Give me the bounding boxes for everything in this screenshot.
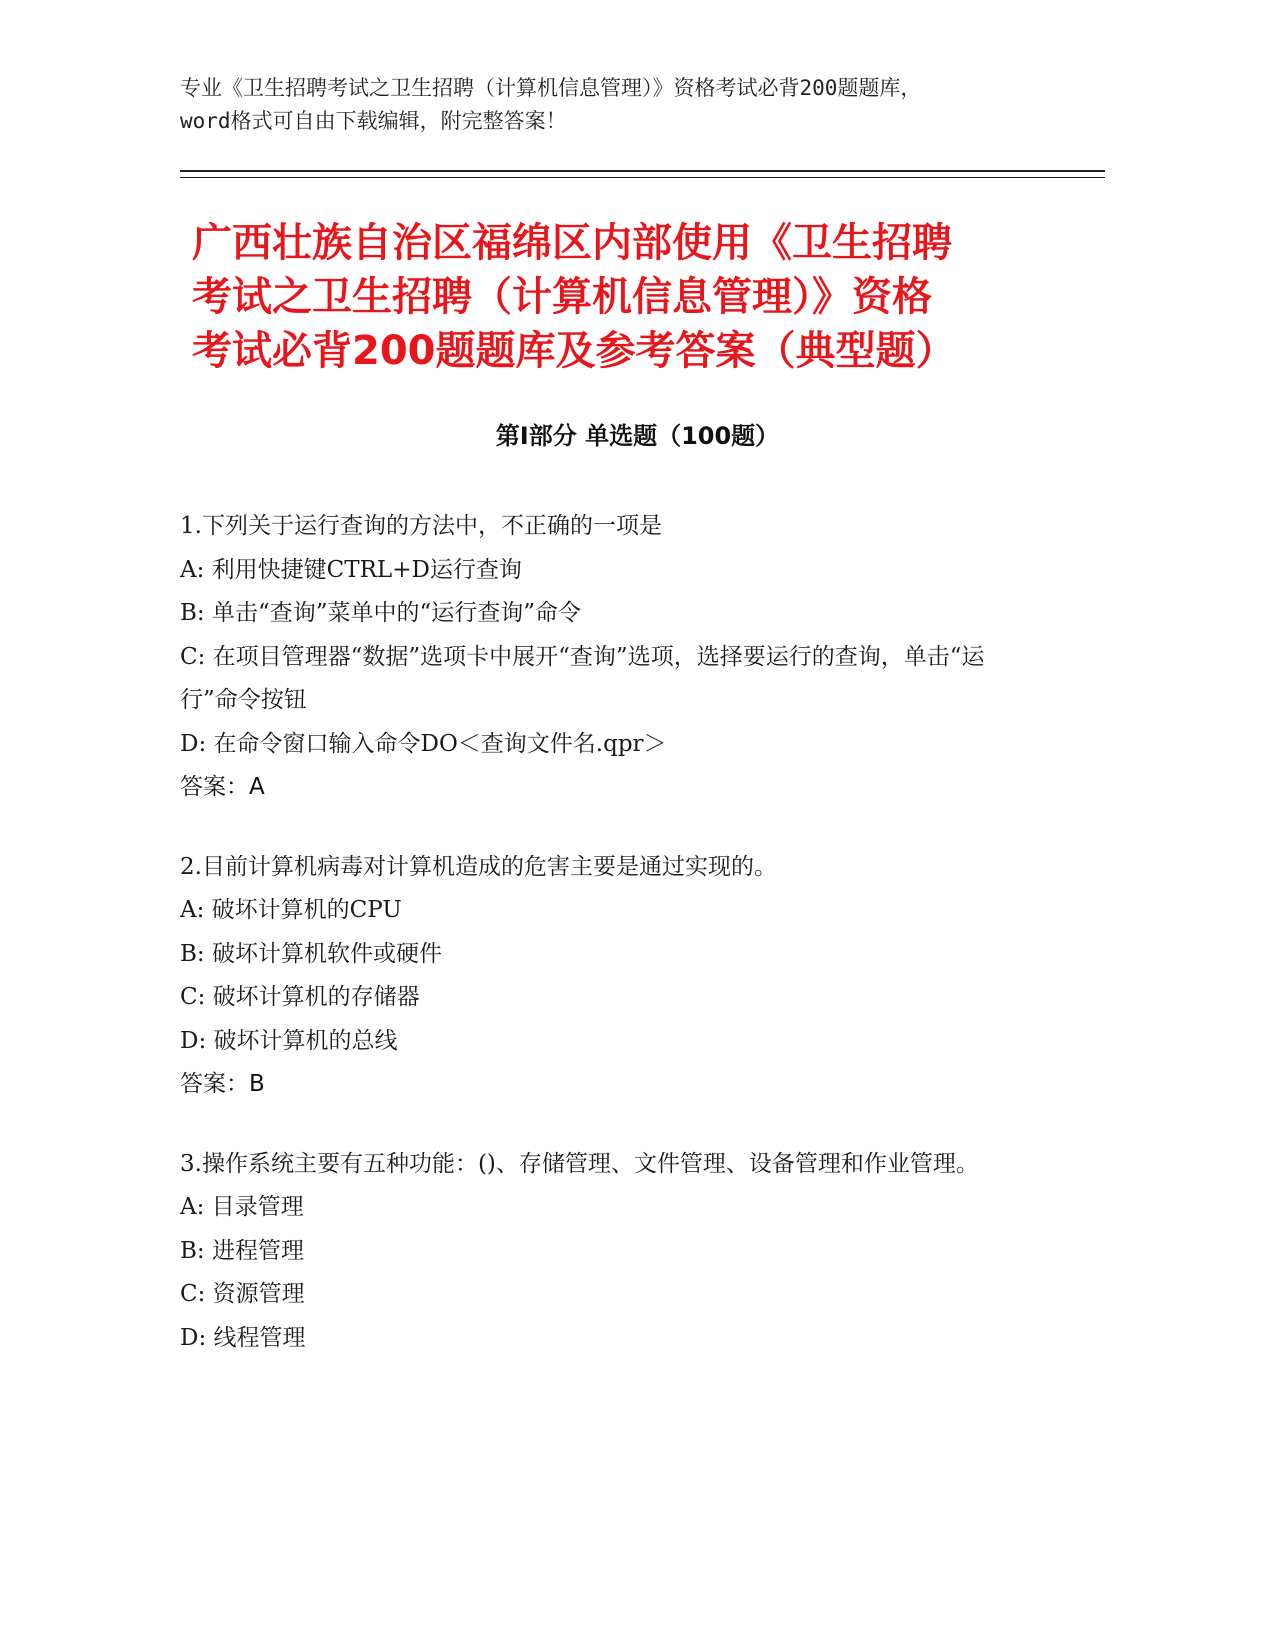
title-line-3: 考试必背200题题库及参考答案（典型题） bbox=[192, 328, 956, 374]
header-rule-thin bbox=[180, 177, 1105, 178]
question-stem: 1.下列关于运行查询的方法中，不正确的一项是 bbox=[180, 513, 662, 539]
intro-line-1: 专业《卫生招聘考试之卫生招聘（计算机信息管理）》资格考试必背200题题库， bbox=[180, 76, 922, 100]
option-c: C: 在项目管理器“数据”选项卡中展开“查询”选项，选择要运行的查询，单击“运行”命令按钮 bbox=[180, 643, 985, 713]
question-stem: 2.目前计算机病毒对计算机造成的危害主要是通过实现的。 bbox=[180, 853, 777, 880]
intro-line-2: word格式可自由下载编辑，附完整答案！ bbox=[180, 109, 567, 133]
option-a: A: 目录管理 bbox=[180, 1194, 304, 1220]
header-rule-thick bbox=[180, 170, 1105, 172]
question-3 bbox=[180, 1143, 1030, 1361]
option-d: D: 线程管理 bbox=[180, 1324, 306, 1351]
title-line-1: 广西壮族自治区福绵区内部使用《卫生招聘 bbox=[192, 220, 952, 266]
question-list bbox=[180, 505, 1030, 1396]
answer: 答案：B bbox=[180, 1071, 265, 1097]
option-a: A: 破坏计算机的CPU bbox=[180, 897, 402, 923]
option-b: B: 进程管理 bbox=[180, 1237, 304, 1264]
option-a: A: 利用快捷键CTRL+D运行查询 bbox=[180, 556, 522, 583]
question-1 bbox=[180, 505, 1030, 810]
answer: 答案：A bbox=[180, 774, 265, 800]
option-b: B: 单击“查询”菜单中的“运行查询”命令 bbox=[180, 600, 581, 626]
question-2 bbox=[180, 846, 1030, 1107]
document-intro bbox=[180, 72, 1060, 138]
option-d: D: 在命令窗口输入命令DO＜查询文件名.qpr＞ bbox=[180, 730, 667, 757]
option-b: B: 破坏计算机软件或硬件 bbox=[180, 940, 442, 967]
question-stem: 3.操作系统主要有五种功能：()、存储管理、文件管理、设备管理和作业管理。 bbox=[180, 1150, 979, 1177]
title-line-2: 考试之卫生招聘（计算机信息管理）》资格 bbox=[192, 274, 932, 320]
section-title: 第Ⅰ部分 单选题（100题） bbox=[495, 422, 780, 450]
document-title bbox=[192, 216, 1052, 378]
option-c: C: 破坏计算机的存储器 bbox=[180, 984, 420, 1010]
option-c: C: 资源管理 bbox=[180, 1281, 305, 1307]
option-d: D: 破坏计算机的总线 bbox=[180, 1027, 398, 1054]
